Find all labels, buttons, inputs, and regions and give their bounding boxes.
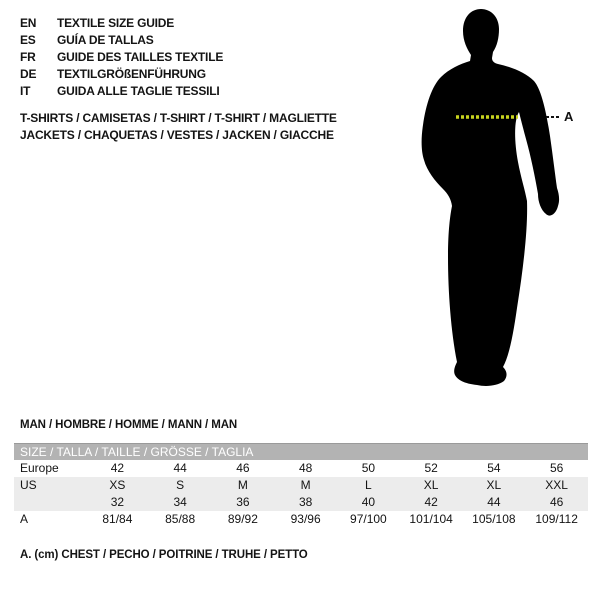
language-row <box>20 83 223 100</box>
size-cell: 50 <box>361 461 376 475</box>
language-label: TEXTILGRÖßENFÜHRUNG <box>57 67 206 81</box>
size-cell: M <box>237 478 248 492</box>
language-code: EN <box>20 16 37 30</box>
size-cell: 54 <box>487 461 501 475</box>
size-cell: 97/100 <box>350 512 387 526</box>
language-code: IT <box>20 84 31 98</box>
size-cell: 42 <box>110 461 125 475</box>
size-cell: 109/112 <box>535 512 578 526</box>
language-label: TEXTILE SIZE GUIDE <box>57 16 175 30</box>
row-label: Europe <box>20 461 59 475</box>
measurement-legend: A. (cm) CHEST / PECHO / POITRINE / TRUHE / PETTO <box>20 549 308 561</box>
size-cell: XL <box>423 478 439 492</box>
size-cell: XL <box>486 478 502 492</box>
section-title-man: MAN / HOMBRE / HOMME / MANN / MAN <box>20 419 238 431</box>
size-cell: 36 <box>236 495 250 509</box>
size-table <box>14 443 588 528</box>
size-cell: 34 <box>173 495 187 509</box>
table-row-numeric <box>14 494 588 511</box>
language-code: DE <box>20 67 37 81</box>
size-cell: 56 <box>549 461 564 475</box>
category-line-tshirts: T-SHIRTS / CAMISETAS / T-SHIRT / T-SHIRT / MAGLIETTE <box>20 111 337 125</box>
size-cell: 52 <box>424 461 438 475</box>
language-label: GUIDA ALLE TAGLIE TESSILI <box>57 84 220 98</box>
size-cell: 44 <box>487 495 501 509</box>
size-cell: 46 <box>549 495 564 509</box>
language-code: FR <box>20 50 36 64</box>
size-cell: 105/108 <box>472 512 516 526</box>
size-cell: L <box>365 478 372 492</box>
man-figure <box>390 0 600 400</box>
size-cell: 40 <box>361 495 376 509</box>
size-cell: XS <box>109 478 126 492</box>
language-row <box>20 15 223 32</box>
language-row <box>20 49 223 66</box>
size-cell: 48 <box>298 461 313 475</box>
size-cell: 89/92 <box>227 512 258 526</box>
language-code: ES <box>20 33 36 47</box>
row-label <box>14 494 86 511</box>
category-line-jackets: JACKETS / CHAQUETAS / VESTES / JACKEN / GIACCHE <box>20 128 334 142</box>
size-cell: 44 <box>173 461 187 475</box>
size-cell: 46 <box>236 461 250 475</box>
size-table-header: SIZE / TALLA / TAILLE / GRÖSSE / TAGLIA <box>14 443 588 460</box>
size-cell: 81/84 <box>102 512 133 526</box>
size-cell: S <box>176 478 185 492</box>
size-cell: M <box>300 478 311 492</box>
language-label: GUIDE DES TAILLES TEXTILE <box>57 50 224 64</box>
language-label: GUÍA DE TALLAS <box>57 33 154 47</box>
row-label: US <box>20 478 37 492</box>
language-list <box>20 15 223 100</box>
language-row <box>20 66 223 83</box>
size-cell: 93/96 <box>290 512 321 526</box>
row-label: A <box>20 512 29 526</box>
man-silhouette <box>422 9 559 386</box>
table-row-chest <box>14 511 588 528</box>
garment-categories <box>20 110 337 144</box>
size-cell: 85/88 <box>165 512 196 526</box>
size-cell: XXL <box>545 478 568 492</box>
table-row-europe <box>14 460 588 477</box>
measure-label-a: A <box>564 109 574 124</box>
size-cell: 32 <box>110 495 125 509</box>
size-cell: 38 <box>298 495 313 509</box>
size-cell: 101/104 <box>409 512 453 526</box>
size-cell: 42 <box>424 495 438 509</box>
table-row-us <box>14 477 588 494</box>
language-row <box>20 32 223 49</box>
